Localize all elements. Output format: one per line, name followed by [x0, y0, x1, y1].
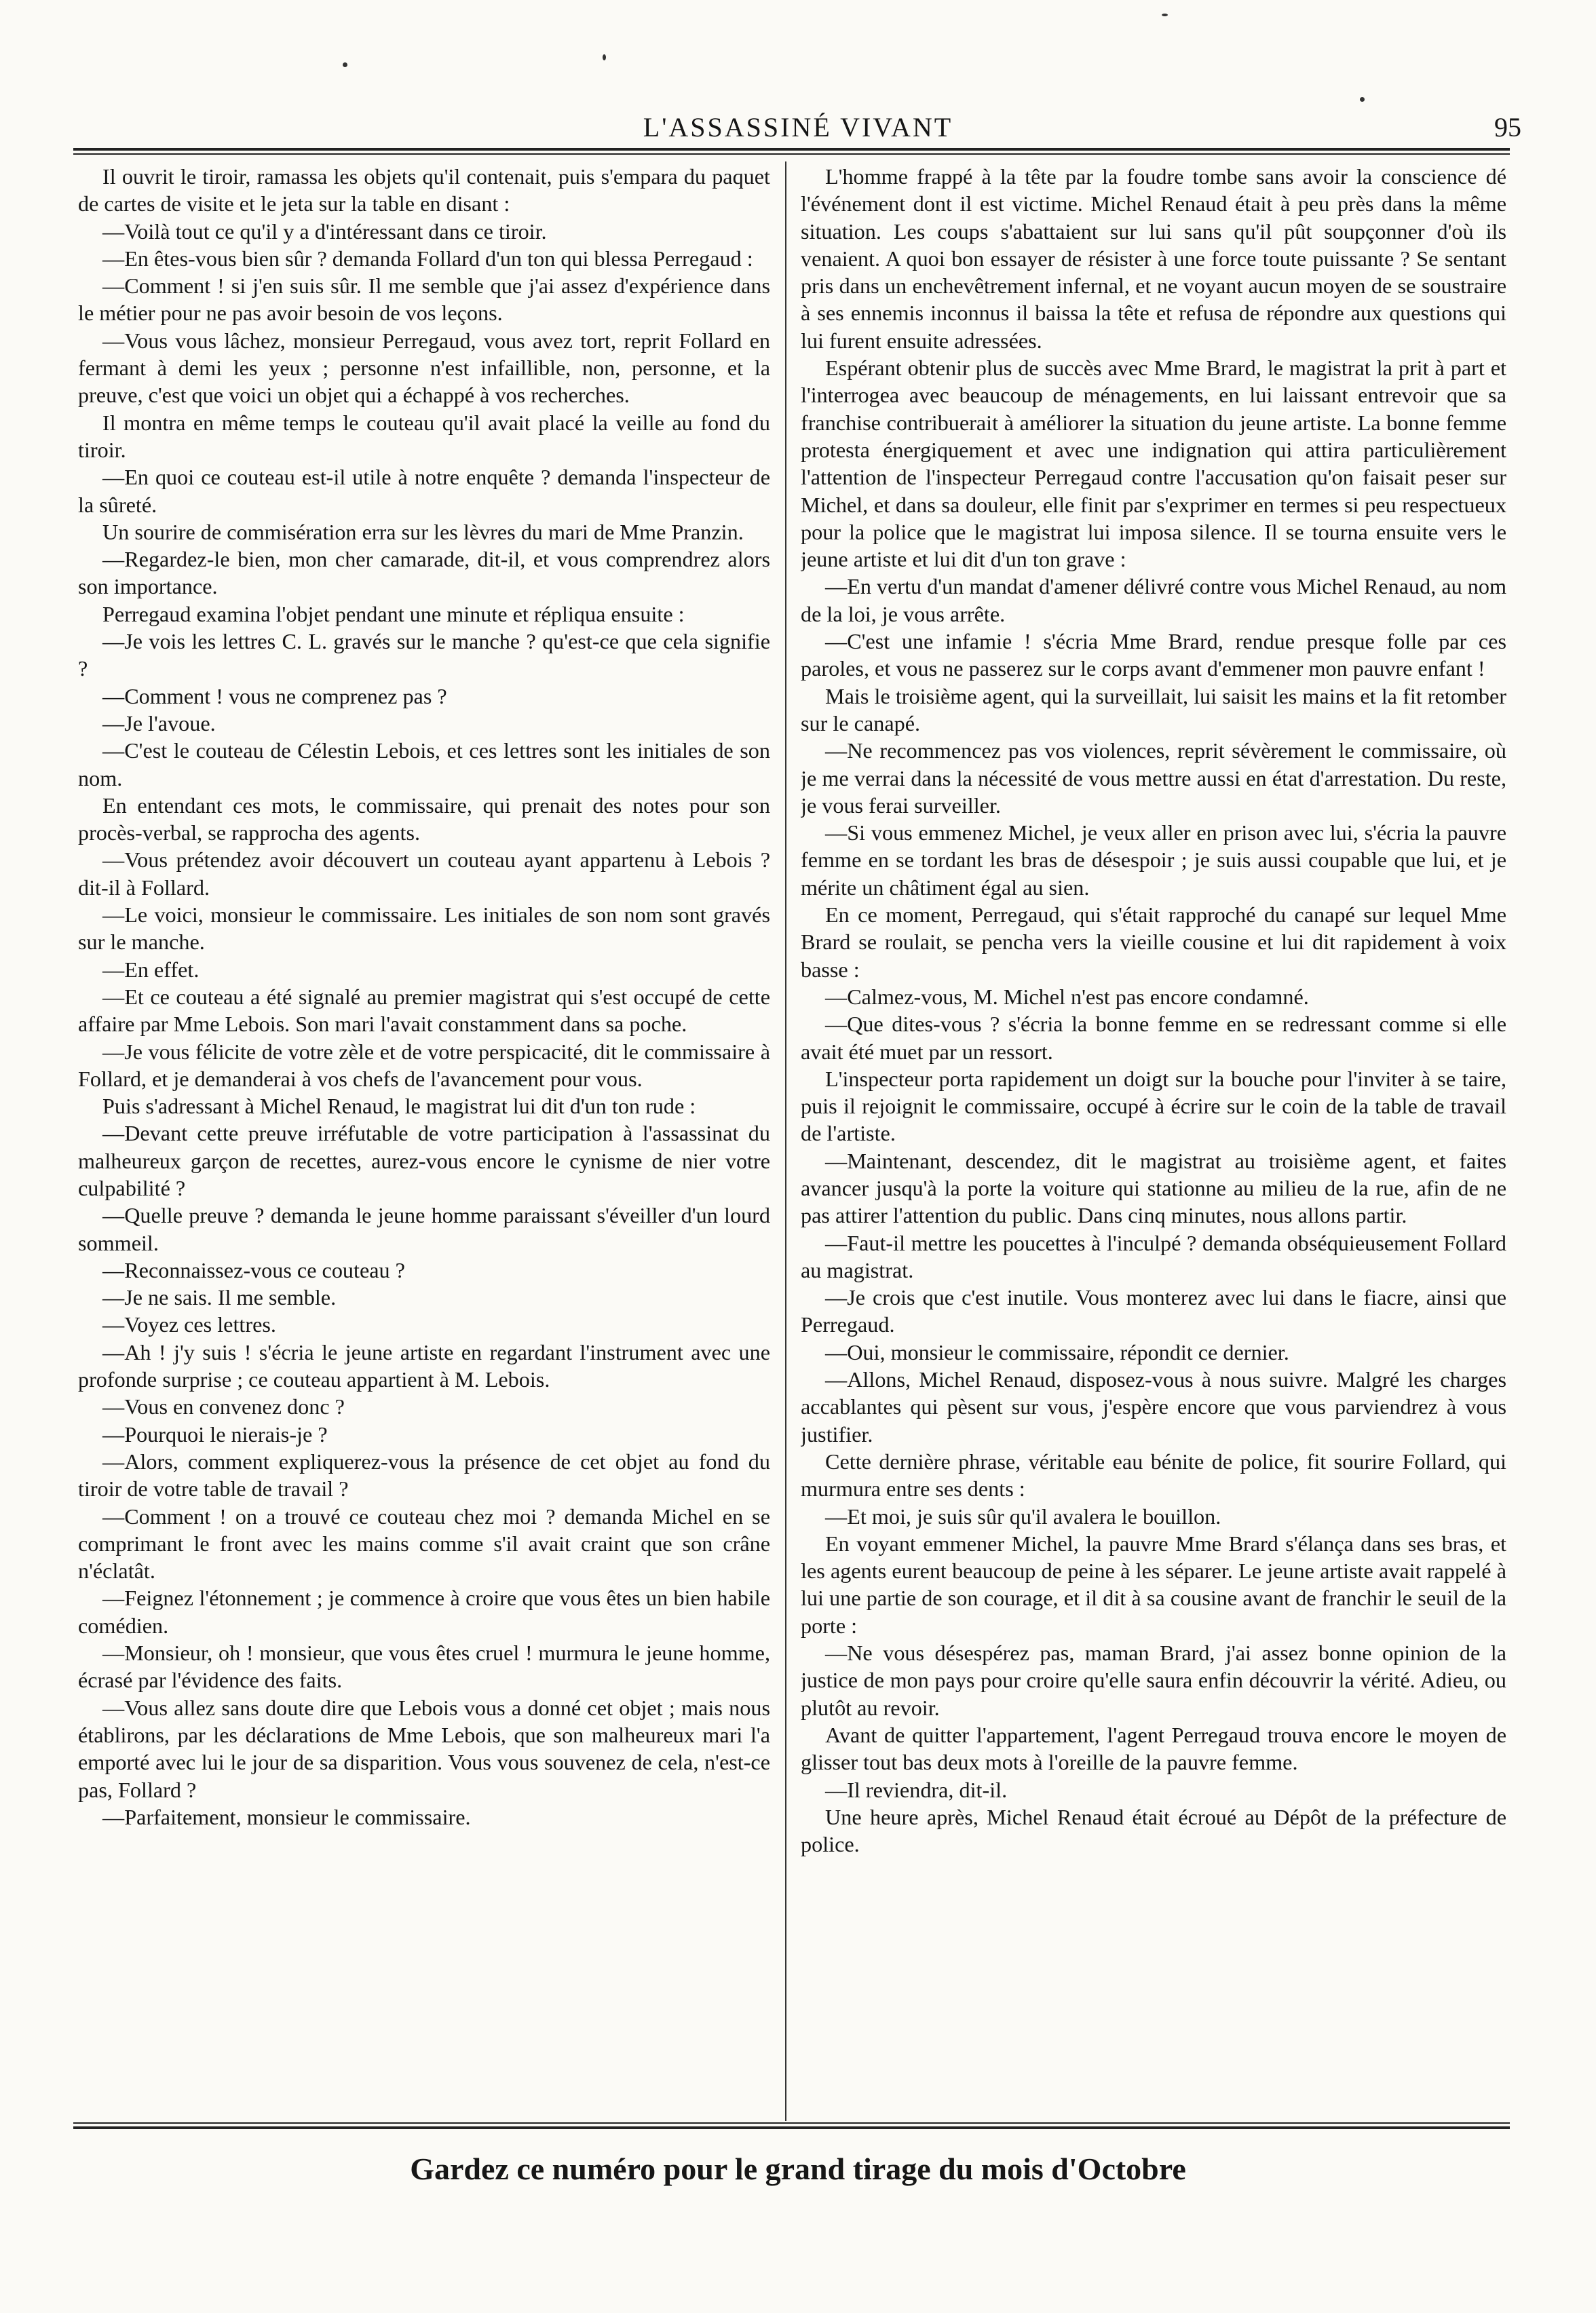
paragraph: —Comment ! si j'en suis sûr. Il me semble que j'ai assez d'expérience dans le métier pour ne pas avoir besoin de vos leçons.: [78, 273, 770, 326]
paragraph: —Devant cette preuve irréfutable de votre participation à l'assassinat du malheureux garçon de recettes, aurez-vous encore le cynisme de nier votre culpabilité ?: [78, 1121, 770, 1200]
paragraph: En entendant ces mots, le commissaire, qui prenait des notes pour son procès-verbal, se rapprocha des agents.: [78, 792, 770, 845]
paragraph: Puis s'adressant à Michel Renaud, le magistrat lui dit d'un ton rude :: [102, 1094, 696, 1119]
footer-rule: [73, 2126, 1510, 2129]
header-rule-thin: [73, 153, 1510, 155]
paragraph: —Que dites-vous ? s'écria la bonne femme en se redressant comme si elle avait été muet par un ressort.: [801, 1012, 1506, 1064]
paragraph: —Faut-il mettre les poucettes à l'inculpé ? demanda obséquieusement Follard au magistrat.: [801, 1230, 1506, 1282]
paragraph: —Pourquoi le nierais-je ?: [102, 1421, 328, 1447]
paragraph: —Et moi, je suis sûr qu'il avalera le bouillon.: [825, 1504, 1221, 1529]
paragraph: —Je ne sais. Il me semble.: [102, 1285, 337, 1310]
right-column: [801, 163, 1506, 2103]
paragraph: —Calmez-vous, M. Michel n'est pas encore condamné.: [825, 984, 1309, 1009]
paragraph: —Feignez l'étonnement ; je commence à croire que vous êtes un bien habile comédien.: [78, 1586, 770, 1638]
page-number: 95: [1494, 112, 1521, 142]
paragraph: L'homme frappé à la tête par la foudre tombe sans avoir la conscience dé l'événement dont il est victime. Michel Renaud était à peu près dans la même situation. Les coups s'abattaient sur lui sans qu'il pût soupçonner d'où ils venaient. A quoi bon essayer de résister à une force toute puissante ? Se sentant pris dans un enchevêtrement infernal, et ne voyant aucun moyen de se soustraire à ses ennemis inconnus il baissa la tête et refusa de répondre aux questions qui lui furent ensuite adressées.: [801, 164, 1506, 353]
footer-notice: Gardez ce numéro pour le grand tirage du mois d'Octobre: [410, 2152, 1186, 2186]
paragraph: Avant de quitter l'appartement, l'agent Perregaud trouva encore le moyen de glisser tout bas deux mots à l'oreille de la pauvre femme.: [801, 1722, 1506, 1775]
paragraph: —Vous vous lâchez, monsieur Perregaud, vous avez tort, reprit Follard en fermant à demi les yeux ; personne n'est infaillible, non, personne, et la preuve, c'est que voici un objet qui a échappé à vos recherches.: [78, 328, 770, 408]
paragraph: —Ah ! j'y suis ! s'écria le jeune artiste en regardant l'instrument avec une profonde surprise ; ce couteau appartient à M. Lebois.: [78, 1339, 770, 1392]
left-column: [78, 163, 770, 2103]
paragraph: —En vertu d'un mandat d'amener délivré contre vous Michel Renaud, au nom de la loi, je vous arrête.: [801, 574, 1506, 626]
paragraph: —Allons, Michel Renaud, disposez-vous à nous suivre. Malgré les charges accablantes qui pèsent sur vous, j'espère encore que vous parviendrez à vous justifier.: [801, 1367, 1506, 1447]
paragraph: —En effet.: [102, 957, 200, 982]
paragraph: Il montra en même temps le couteau qu'il avait placé la veille au fond du tiroir.: [78, 410, 770, 462]
paragraph: —Alors, comment expliquerez-vous la présence de cet objet au fond du tiroir de votre table de travail ?: [78, 1449, 770, 1502]
paragraph: —C'est une infamie ! s'écria Mme Brard, rendue presque folle par ces paroles, et vous ne passerez sur le corps avant d'emmener mon pauvre enfant !: [801, 629, 1506, 681]
paragraph: —Je crois que c'est inutile. Vous monterez avec lui dans le fiacre, ainsi que Perregaud.: [801, 1285, 1506, 1337]
paragraph: —Voilà tout ce qu'il y a d'intéressant dans ce tiroir.: [102, 218, 547, 244]
paragraph: —Si vous emmenez Michel, je veux aller en prison avec lui, s'écria la pauvre femme en se tordant les bras de désespoir ; je suis aussi coupable que lui, et je mérite un châtiment égal au sien.: [801, 820, 1506, 900]
paragraph: —Voyez ces lettres.: [102, 1312, 276, 1337]
paragraph: Un sourire de commisération erra sur les lèvres du mari de Mme Pranzin.: [102, 519, 744, 544]
print-speck: [1360, 97, 1365, 102]
print-speck: [343, 62, 347, 67]
paragraph: —C'est le couteau de Célestin Lebois, et ces lettres sont les initiales de son nom.: [78, 738, 770, 790]
paragraph: L'inspecteur porta rapidement un doigt sur la bouche pour l'inviter à se taire, puis il rejoignit le commissaire, occupé à écrire sur le coin de la table de travail de l'artiste.: [801, 1066, 1506, 1146]
print-speck: [1162, 14, 1168, 16]
paragraph: —Ne vous désespérez pas, maman Brard, j'ai assez bonne opinion de la justice de mon pays pour croire qu'elle saura enfin découvrir la vérité. Adieu, ou plutôt au revoir.: [801, 1641, 1506, 1720]
paragraph: Une heure après, Michel Renaud était écroué au Dépôt de la préfecture de police.: [801, 1804, 1506, 1857]
paragraph: Espérant obtenir plus de succès avec Mme Brard, le magistrat la prit à part et l'interrogea avec beaucoup de ménagements, en lui laissant entrevoir que sa franchise contribuerait à améliorer la situation du jeune artiste. La bonne femme protesta énergiquement et avec une indignation qui attira particulièrement l'attention de l'inspecteur Perregaud contre l'accusation qu'on faisait peser sur Michel, et dans sa douleur, elle finit par s'exprimer en termes si peu respectueux pour la police que le magistrat lui imposa silence. Il se tourna ensuite vers le jeune artiste et lui dit d'un ton grave :: [801, 356, 1506, 572]
paragraph: —Je l'avoue.: [102, 710, 216, 735]
paragraph: —Ne recommencez pas vos violences, reprit sévèrement le commissaire, où je me verrai dans la nécessité de vous mettre aussi en état d'arrestation. Du reste, je vous ferai surveiller.: [801, 738, 1506, 818]
paragraph: —Reconnaissez-vous ce couteau ?: [102, 1257, 405, 1282]
paragraph: En voyant emmener Michel, la pauvre Mme Brard s'élança dans ses bras, et les agents eurent beaucoup de peine à les séparer. Le jeune artiste avait rappelé à lui une partie de son courage, et il dit à sa cousine avant de franchir le seuil de la porte :: [801, 1531, 1506, 1638]
paragraph: —Oui, monsieur le commissaire, répondit ce dernier.: [825, 1339, 1289, 1364]
paragraph: —Je vois les lettres C. L. gravés sur le manche ? qu'est-ce que cela signifie ?: [78, 629, 770, 681]
print-speck: [603, 54, 606, 60]
footer-rule-thin: [73, 2122, 1510, 2124]
paragraph: —Monsieur, oh ! monsieur, que vous êtes cruel ! murmura le jeune homme, écrasé par l'évidence des faits.: [78, 1641, 770, 1693]
paragraph: —Vous allez sans doute dire que Lebois vous a donné cet objet ; mais nous établirons, par les déclarations de Mme Lebois, que son malheureux mari l'a emporté avec lui le jour de sa disparition. Vous vous souvenez de cela, n'est-ce pas, Follard ?: [78, 1695, 770, 1802]
paragraph: —Le voici, monsieur le commissaire. Les initiales de son nom sont gravés sur le manche.: [78, 902, 770, 955]
paragraph: —Maintenant, descendez, dit le magistrat au troisième agent, et faites avancer jusqu'à la porte la voiture qui stationne au milieu de la rue, afin de ne pas attirer l'attention du public. Dans cinq minutes, nous allons partir.: [801, 1148, 1506, 1228]
running-title: L'ASSASSINÉ VIVANT: [643, 112, 953, 142]
column-divider: [785, 161, 786, 2121]
paragraph: —En êtes-vous bien sûr ? demanda Follard d'un ton qui blessa Perregaud :: [102, 246, 753, 271]
paragraph: —Quelle preuve ? demanda le jeune homme paraissant s'éveiller d'un lourd sommeil.: [78, 1203, 770, 1255]
paragraph: Cette dernière phrase, véritable eau bénite de police, fit sourire Follard, qui murmura entre ses dents :: [801, 1449, 1506, 1502]
paragraph: —Je vous félicite de votre zèle et de votre perspicacité, dit le commissaire à Follard, et je demanderai à vos chefs de l'avancement pour vous.: [78, 1039, 770, 1091]
paragraph: Il ouvrit le tiroir, ramassa les objets qu'il contenait, puis s'empara du paquet de cartes de visite et le jeta sur la table en disant :: [78, 164, 770, 216]
paragraph: —Vous prétendez avoir découvert un couteau ayant appartenu à Lebois ? dit-il à Follard.: [78, 847, 770, 900]
paragraph: Perregaud examina l'objet pendant une minute et répliqua ensuite :: [102, 601, 685, 626]
paragraph: —Il reviendra, dit-il.: [825, 1777, 1008, 1802]
header-rule: [73, 148, 1510, 151]
paragraph: —Parfaitement, monsieur le commissaire.: [102, 1804, 471, 1829]
paragraph: —En quoi ce couteau est-il utile à notre enquête ? demanda l'inspecteur de la sûreté.: [78, 465, 770, 517]
paragraph: —Regardez-le bien, mon cher camarade, dit-il, et vous comprendrez alors son importance.: [78, 547, 770, 599]
paragraph: —Et ce couteau a été signalé au premier magistrat qui s'est occupé de cette affaire par Mme Lebois. Son mari l'avait constamment dans sa poche.: [78, 984, 770, 1037]
paragraph: En ce moment, Perregaud, qui s'était rapproché du canapé sur lequel Mme Brard se roulait, se pencha vers la vieille cousine et lui dit rapidement à voix basse :: [801, 902, 1506, 982]
paragraph: Mais le troisième agent, qui la surveillait, lui saisit les mains et la fit retomber sur le canapé.: [801, 683, 1506, 735]
paragraph: —Comment ! vous ne comprenez pas ?: [102, 683, 447, 708]
paragraph: —Comment ! on a trouvé ce couteau chez moi ? demanda Michel en se comprimant le front avec les mains comme s'il avait craint que son crâne n'éclatât.: [78, 1504, 770, 1584]
paragraph: —Vous en convenez donc ?: [102, 1394, 345, 1419]
